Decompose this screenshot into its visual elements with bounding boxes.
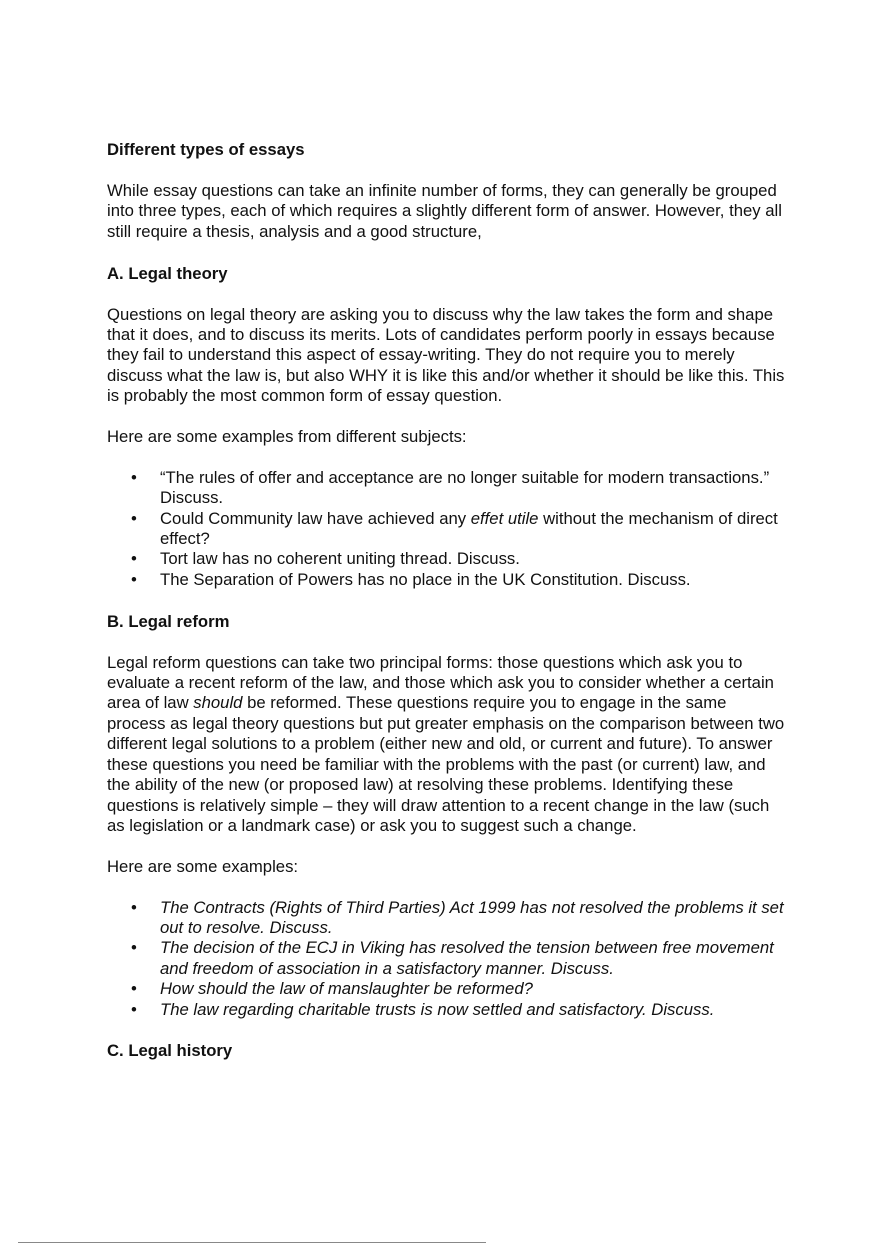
section-a-examples-intro: Here are some examples from different subjects: xyxy=(107,427,467,447)
section-b-examples-intro: Here are some examples: xyxy=(107,856,299,876)
emphasis-text: effet utile xyxy=(470,508,539,528)
list-item: • The law regarding charitable trusts is now settled and satisfactory. Discuss. xyxy=(131,999,715,1019)
list-item: • The decision of the ECJ in Viking has resolved the tension between free movement and freedom of association in a satisfactory manner. Discuss. xyxy=(131,938,774,978)
footer-divider xyxy=(18,1242,486,1243)
bullet-icon: • xyxy=(131,897,137,917)
section-a-paragraph: Questions on legal theory are asking you to discuss why the law takes the form and shape that it does, and to discuss its merits. Lots of candidates perform poorly in essays because they fail to understand this aspect of essay-writing. They do not require you to merely discuss what the law is, but also WHY it is like this and/or whether it should be like this. This is probably the most common form of essay question. xyxy=(107,304,785,406)
section-b-paragraph: Legal reform questions can take two principal forms: those questions which ask you to evaluate a recent reform of the law, and those which ask you to consider whether a certain area of law should be reformed. These questions require you to engage in the same process as legal theory questions but put greater emphasis on the comparison between two different legal solutions to a problem (either new and old, or current and future). To answer these questions you need be familiar with the problems with the past (or current) law, and the ability of the new (or proposed law) at resolving these problems. Identifying these questions is relatively simple – they will draw attention to a recent change in the law (such as legislation or a landmark case) or ask you to suggest such a change. xyxy=(107,652,785,835)
section-a-examples-list xyxy=(107,468,787,590)
list-item: • “The rules of offer and acceptance are no longer suitable for modern transactions.” Discuss. xyxy=(131,467,770,508)
bullet-icon: • xyxy=(131,467,137,487)
bullet-icon: • xyxy=(131,508,137,528)
bullet-icon: • xyxy=(131,999,137,1019)
section-b-heading: B. Legal reform xyxy=(107,611,230,631)
section-a-heading: A. Legal theory xyxy=(107,263,228,283)
list-item: • The Separation of Powers has no place in the UK Constitution. Discuss. xyxy=(131,569,691,589)
bullet-icon: • xyxy=(131,549,137,569)
intro-paragraph: While essay questions can take an infinite number of forms, they can generally be grouped into three types, each of which requires a slightly different form of answer. However, they all still require a thesis, analysis and a good structure, xyxy=(107,181,782,241)
bullet-icon: • xyxy=(131,938,137,958)
emphasis-text: should xyxy=(193,693,243,713)
document-page xyxy=(107,139,787,1082)
document-title: Different types of essays xyxy=(107,140,305,159)
list-item: • Could Community law have achieved any effet utile without the mechanism of direct effect? xyxy=(131,508,778,549)
bullet-icon: • xyxy=(131,569,137,589)
list-item: • The Contracts (Rights of Third Parties) Act 1999 has not resolved the problems it set out to resolve. Discuss. xyxy=(131,897,784,937)
section-c-heading: C. Legal history xyxy=(107,1041,233,1061)
list-item: • Tort law has no coherent uniting thread. Discuss. xyxy=(131,549,520,569)
list-item: • How should the law of manslaughter be reformed? xyxy=(131,979,533,999)
bullet-icon: • xyxy=(131,979,137,999)
section-b-examples-list xyxy=(107,898,787,1020)
